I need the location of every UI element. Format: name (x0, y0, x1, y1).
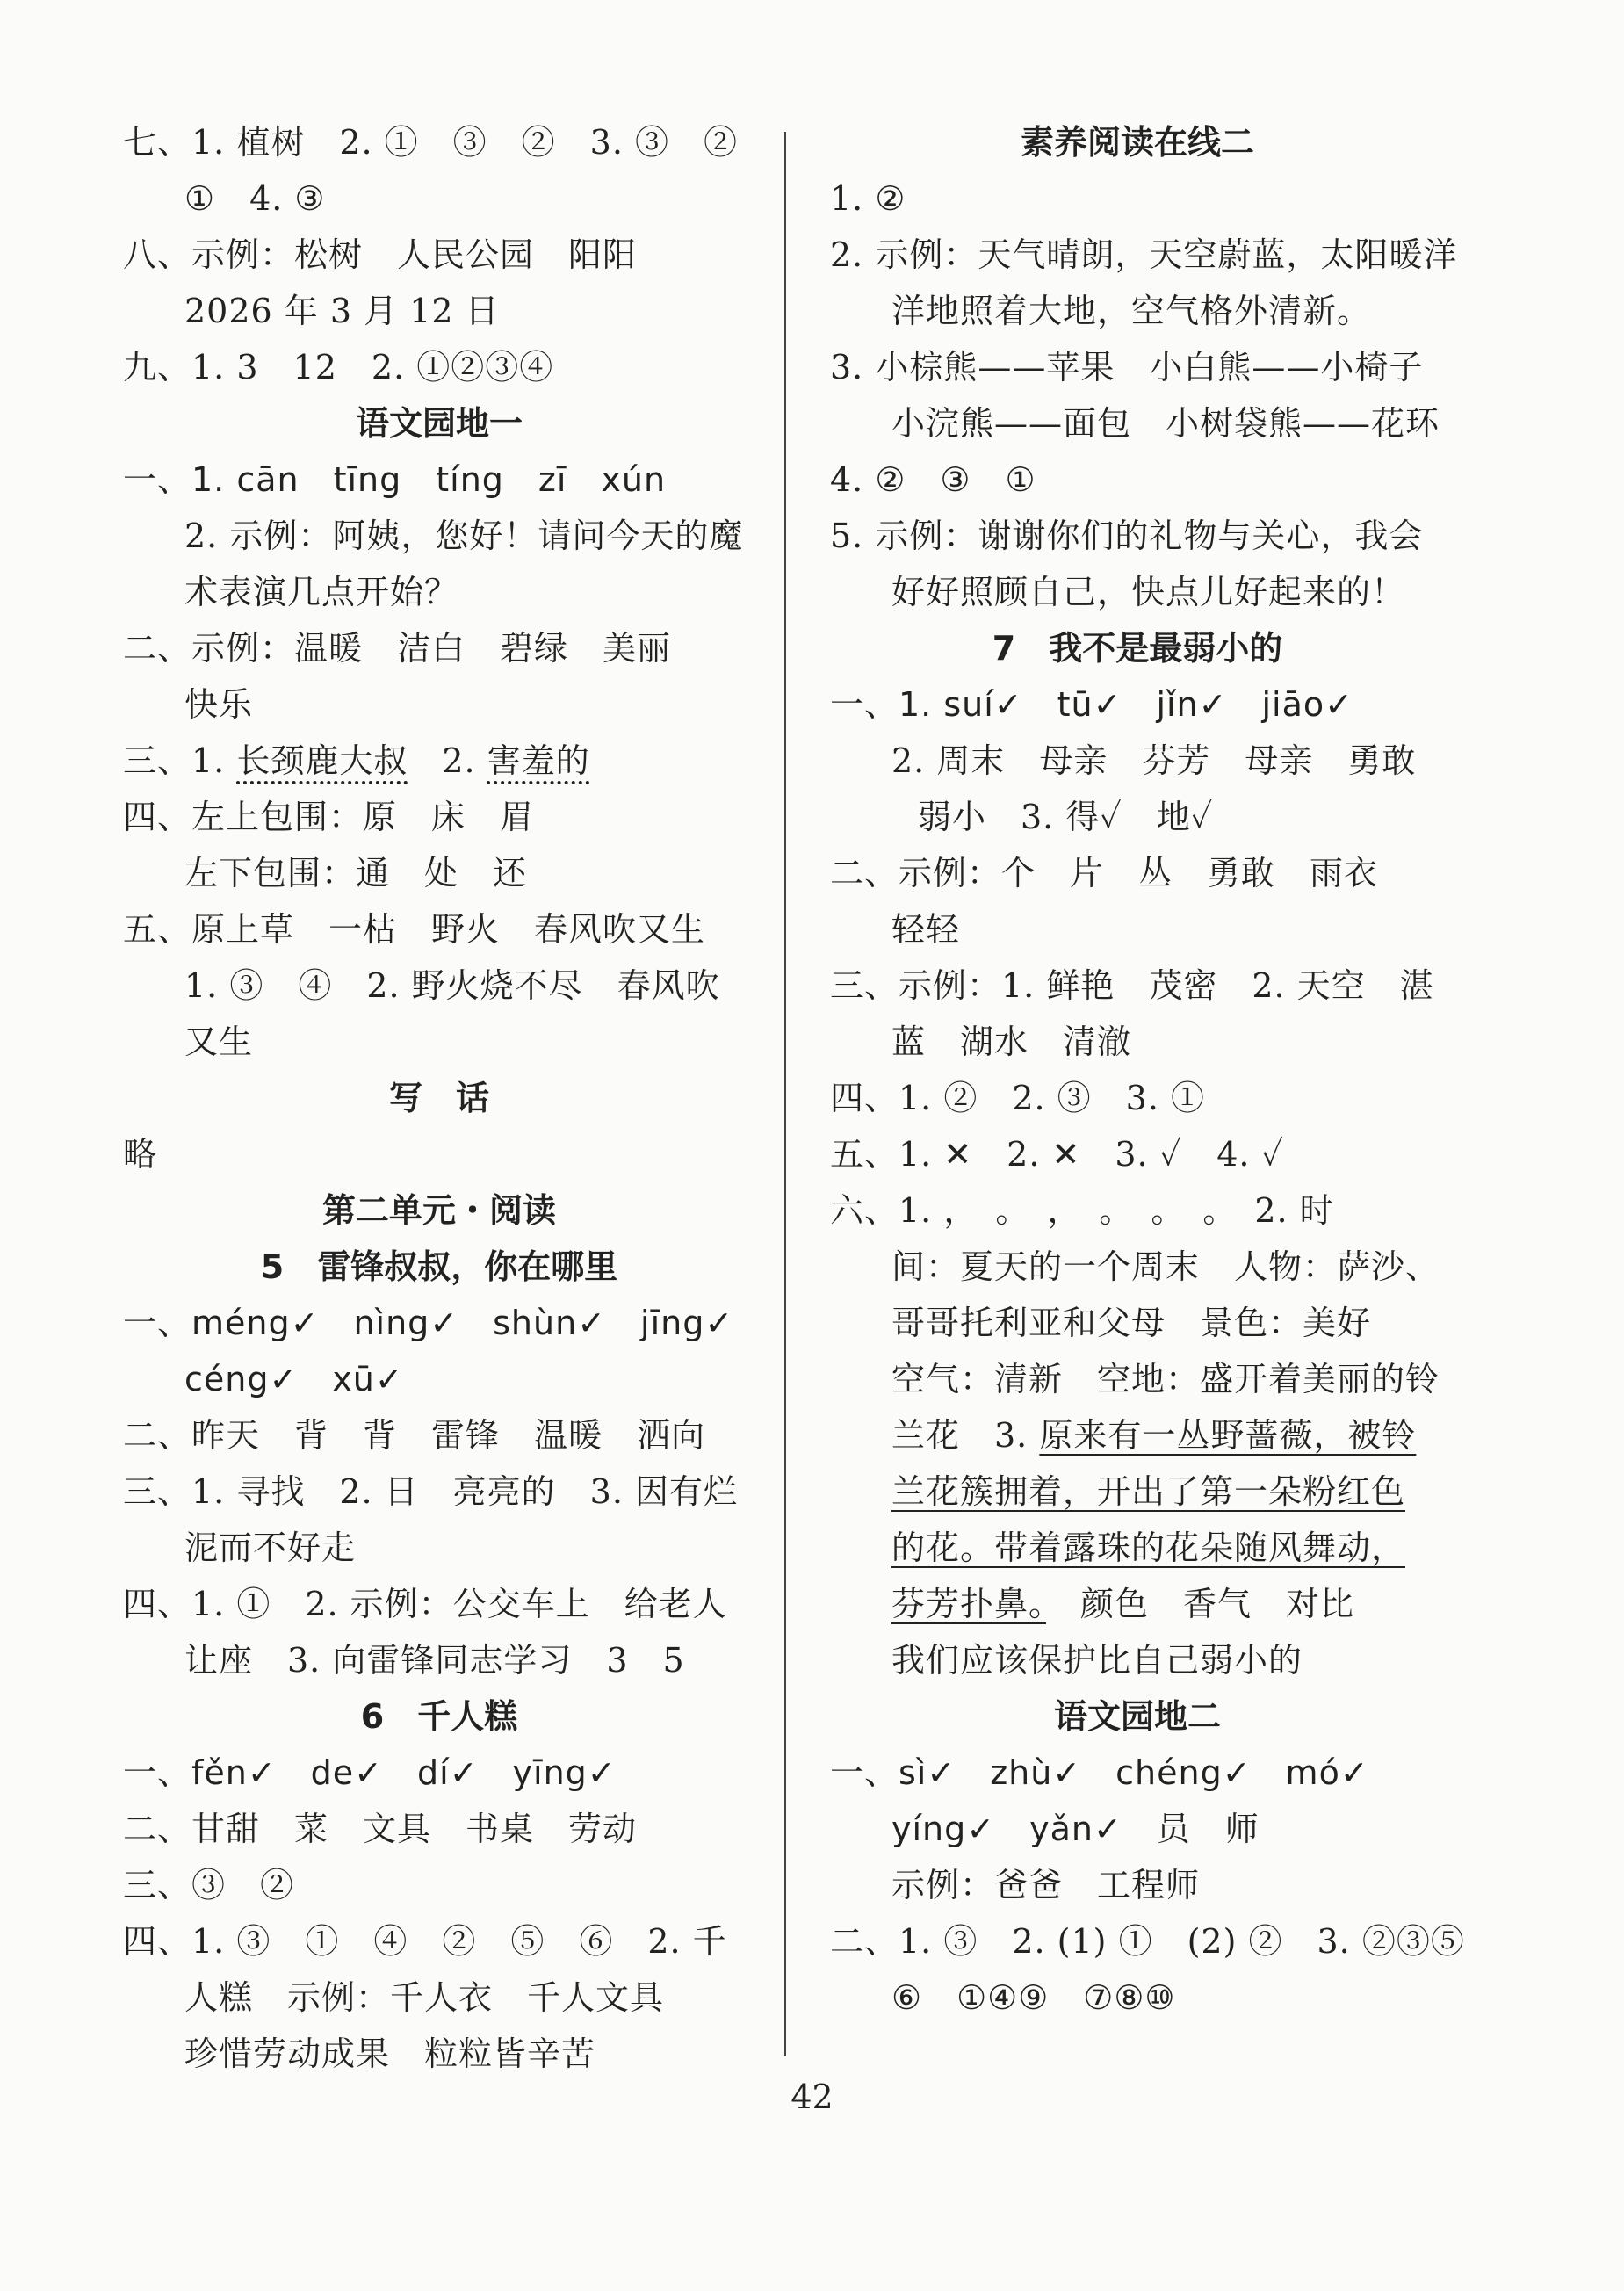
answer-line: 5. 示例：谢谢你们的礼物与关心，我会 (830, 517, 1424, 555)
answer-line: 九、1. 3 12 2. ①②③④ (123, 348, 554, 387)
answer-line: 2. 示例：天气晴朗，天空蔚蓝，太阳暖洋 (830, 235, 1458, 274)
section-heading: 素养阅读在线二 (1020, 123, 1254, 162)
dotted-emphasis: 害羞的 (487, 741, 590, 780)
answer-line: 三、示例：1. 鲜艳 茂密 2. 天空 湛 (830, 966, 1434, 1005)
answer-line: yíng✓ yǎn✓ 员 师 (891, 1810, 1260, 1848)
answer-line: ⑥ ①④⑨ ⑦⑧⑩ (891, 1978, 1176, 2017)
answer-line: 又生 (184, 1023, 254, 1061)
lesson-heading: 6 千人糕 (360, 1697, 518, 1736)
page-number: 42 (790, 2078, 834, 2116)
underlined-answer: 的花。带着露珠的花朵随风舞动， (891, 1529, 1406, 1567)
lesson-heading: 5 雷锋叔叔，你在哪里 (260, 1247, 618, 1286)
answer-line: 哥哥托利亚和父母 景色：美好 (891, 1304, 1372, 1342)
answer-line: 示例：爸爸 工程师 (891, 1866, 1201, 1904)
answer-line: 2. 示例：阿姨，您好！请问今天的魔 (184, 517, 744, 555)
section-heading: 语文园地二 (1053, 1697, 1221, 1736)
answer-line: 七、1. 植树 2. ① ③ ② 3. ③ ② (123, 123, 739, 162)
answer-line: 八、示例：松树 人民公园 阳阳 (123, 235, 638, 274)
answer-line: 弱小 3. 得✓ 地✓ (918, 798, 1214, 836)
section-heading: 语文园地一 (355, 404, 523, 443)
answer-line: 小浣熊——面包 小树袋熊——花环 (891, 404, 1440, 443)
answer-line: 三、1. 寻找 2. 日 亮亮的 3. 因有烂 (123, 1472, 739, 1511)
answer-line: 快乐 (184, 685, 254, 724)
answer-line: 略 (123, 1135, 158, 1174)
answer-line: ① 4. ③ (184, 179, 326, 218)
answer-line: 二、甘甜 菜 文具 书桌 劳动 (123, 1810, 638, 1848)
lesson-heading: 7 我不是最弱小的 (992, 629, 1283, 668)
answer-line: 兰花 3. 原来有一丛野蔷薇，被铃 (891, 1416, 1417, 1455)
answer-line: 1. ② (830, 179, 906, 218)
answer-line: 五、原上草 一枯 野火 春风吹又生 (123, 910, 706, 949)
answer-line: 间：夏天的一个周末 人物：萨沙、 (891, 1247, 1440, 1286)
section-heading: 第二单元・阅读 (321, 1191, 556, 1230)
answer-line: 三、③ ② (123, 1866, 295, 1904)
answer-line: 好好照顾自己，快点儿好起来的！ (891, 573, 1406, 611)
answer-line: 一、1. suí✓ tū✓ jǐn✓ jiāo✓ (830, 685, 1353, 724)
answer-line: 让座 3. 向雷锋同志学习 3 5 (184, 1641, 685, 1680)
answer-line: 二、示例：温暖 洁白 碧绿 美丽 (123, 629, 672, 668)
answer-line: 珍惜劳动成果 粒粒皆辛苦 (184, 2034, 596, 2073)
answer-line: 3. 小棕熊——苹果 小白熊——小椅子 (830, 348, 1424, 387)
answer-line: 1. ③ ④ 2. 野火烧不尽 春风吹 (184, 966, 720, 1005)
answer-line: 一、sì✓ zhù✓ chéng✓ mó✓ (830, 1753, 1369, 1792)
answer-line (830, 1463, 1445, 1520)
answer-line: 人糕 示例：千人衣 千人文具 (184, 1978, 665, 2017)
answer-line: 洋地照着大地，空气格外清新。 (891, 292, 1372, 330)
answer-line: 空气：清新 空地：盛开着美丽的铃 (891, 1360, 1440, 1398)
answer-line: 二、昨天 背 背 雷锋 温暖 洒向 (123, 1416, 706, 1455)
answer-line: 五、1. ✕ 2. ✕ 3. ✓ 4. ✓ (830, 1135, 1285, 1174)
answer-line: 2026 年 3 月 12 日 (184, 292, 500, 330)
answer-line: 泥而不好走 (184, 1529, 357, 1567)
answer-line: 芬芳扑鼻。 颜色 香气 对比 (891, 1585, 1355, 1623)
answer-line: 一、méng✓ nìng✓ shùn✓ jīng✓ (123, 1304, 734, 1342)
answer-line: céng✓ xū✓ (184, 1360, 404, 1398)
answer-line: 蓝 湖水 清澈 (891, 1023, 1132, 1061)
underlined-answer: 芬芳扑鼻。 (891, 1585, 1047, 1623)
answer-line: 二、1. ③ 2. (1) ① (2) ② 3. ②③⑤ (830, 1922, 1465, 1961)
answer-line: 四、1. ② 2. ③ 3. ① (830, 1079, 1206, 1117)
right-column (830, 114, 1465, 2026)
dotted-emphasis: 长颈鹿大叔 (236, 741, 408, 780)
section-heading: 写 话 (388, 1079, 489, 1117)
answer-line: 一、fěn✓ de✓ dí✓ yīng✓ (123, 1753, 617, 1792)
column-divider (784, 132, 786, 2056)
answer-line: 四、1. ① 2. 示例：公交车上 给老人 (123, 1585, 727, 1623)
answer-line: 术表演几点开始？ (184, 573, 459, 611)
underlined-answer: 原来有一丛野蔷薇，被铃 (1039, 1416, 1417, 1455)
answer-line: 三、1. 长颈鹿大叔 2. 害羞的 (123, 741, 590, 780)
answer-line (830, 1520, 1445, 1576)
answer-line: 4. ② ③ ① (830, 460, 1036, 499)
answer-line: 一、1. cān tīng tíng zī xún (123, 460, 667, 499)
answer-line: 二、示例：个 片 丛 勇敢 雨衣 (830, 854, 1379, 893)
answer-line: 四、1. ③ ① ④ ② ⑤ ⑥ 2. 千 (123, 1922, 727, 1961)
answer-line: 2. 周末 母亲 芬芳 母亲 勇敢 (891, 741, 1417, 780)
answer-line: 我们应该保护比自己弱小的 (891, 1641, 1303, 1680)
answer-line: 四、左上包围：原 床 眉 (123, 798, 535, 836)
answer-line: 左下包围：通 处 还 (184, 854, 528, 893)
answer-line: 轻轻 (891, 910, 961, 949)
answer-line: 六、1. ， 。 ， 。 。 。 2. 时 (830, 1191, 1334, 1230)
left-column (123, 114, 755, 2082)
underlined-answer: 兰花簇拥着，开出了第一朵粉红色 (891, 1472, 1406, 1511)
